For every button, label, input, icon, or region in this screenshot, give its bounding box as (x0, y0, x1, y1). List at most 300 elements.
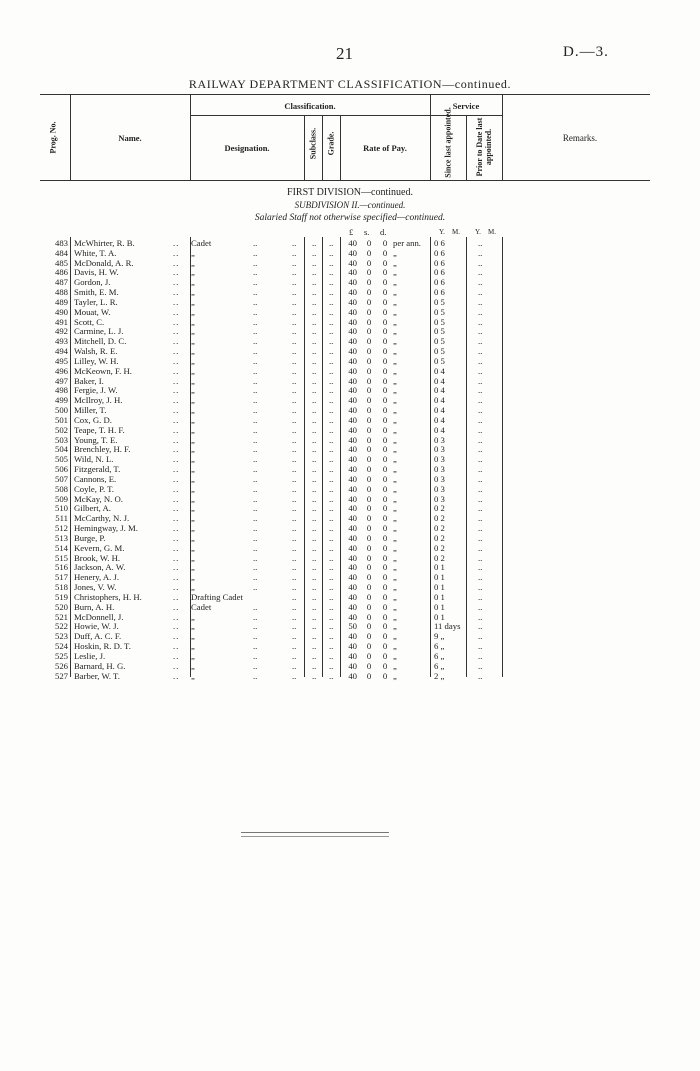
leader-dots: .. (292, 405, 297, 416)
prog-no-cell: 513 (54, 532, 68, 543)
leader-dots: .. (173, 542, 180, 553)
period-cell: „ (393, 296, 397, 307)
prog-no-cell: 484 (54, 247, 68, 258)
since-last-appointed-cell: 0 4 (434, 424, 445, 435)
leader-dots: .. (312, 464, 317, 475)
leader-dots: .. (329, 326, 334, 337)
designation-cell: Cadet (191, 601, 212, 612)
division-heading: FIRST DIVISION—continued. (287, 187, 413, 198)
period-cell: „ (393, 247, 397, 258)
shillings-cell: 0 (366, 434, 372, 445)
prior-service-cell: .. (478, 670, 483, 681)
leader-dots: .. (312, 493, 317, 504)
leader-dots: .. (253, 660, 258, 671)
prog-no-cell: 496 (54, 365, 68, 376)
leader-dots: .. (292, 572, 297, 583)
designation-cell: „ (191, 493, 195, 504)
designation-cell: „ (191, 375, 195, 386)
designation-cell: „ (191, 513, 195, 524)
name-cell: Burge, P. (74, 532, 106, 543)
leader-dots: .. (173, 621, 180, 632)
since-last-appointed-cell: 0 1 (434, 591, 445, 602)
name-cell: McKay, N. O. (74, 493, 123, 504)
prior-service-cell: .. (478, 542, 483, 553)
pounds-cell: 40 (348, 395, 357, 406)
shillings-cell: 0 (366, 326, 372, 337)
prog-no-cell: 494 (54, 346, 68, 357)
designation-cell: Drafting Cadet (191, 591, 243, 602)
leader-dots: .. (173, 473, 180, 484)
designation-cell: „ (191, 503, 195, 514)
grade-header: Grade. (326, 131, 336, 156)
pence-cell: 0 (382, 454, 388, 465)
col-divider (322, 115, 323, 180)
leader-dots: .. (253, 444, 258, 455)
leader-dots: .. (329, 523, 334, 534)
period-cell: „ (393, 414, 397, 425)
leader-dots: .. (329, 562, 334, 573)
leader-dots: .. (253, 601, 258, 612)
designation-cell: „ (191, 316, 195, 327)
period-cell: „ (393, 572, 397, 583)
pounds-cell: 40 (348, 316, 357, 327)
leader-dots: .. (329, 641, 334, 652)
leader-dots: .. (312, 434, 317, 445)
prog-no-cell: 501 (54, 414, 68, 425)
since-last-appointed-cell: 0 5 (434, 326, 445, 337)
shillings-cell: 0 (366, 562, 372, 573)
period-cell: „ (393, 405, 397, 416)
pence-cell: 0 (382, 611, 388, 622)
period-cell: „ (393, 306, 397, 317)
prog-no-cell: 485 (54, 257, 68, 268)
since-last-appointed-cell: 0 3 (434, 493, 445, 504)
pence-cell: 0 (382, 483, 388, 494)
name-cell: Davis, H. W. (74, 267, 119, 278)
leader-dots: .. (173, 257, 180, 268)
prior-service-cell: .. (478, 434, 483, 445)
leader-dots: .. (173, 670, 180, 681)
shillings-cell: 0 (366, 257, 372, 268)
leader-dots: .. (292, 424, 297, 435)
pounds-cell: 40 (348, 444, 357, 455)
name-cell: Cox, G. D. (74, 414, 112, 425)
leader-dots: .. (292, 611, 297, 622)
period-cell: „ (393, 277, 397, 288)
leader-dots: .. (173, 424, 180, 435)
leader-dots: .. (253, 532, 258, 543)
leader-dots: .. (329, 464, 334, 475)
leader-dots: .. (292, 365, 297, 376)
prog-no-cell: 515 (54, 552, 68, 563)
leader-dots: .. (312, 424, 317, 435)
pence-cell: 0 (382, 493, 388, 504)
leader-dots: .. (253, 473, 258, 484)
leader-dots: .. (253, 572, 258, 583)
designation-cell: „ (191, 532, 195, 543)
shillings-cell: 0 (366, 375, 372, 386)
period-cell: „ (393, 523, 397, 534)
prior-service-cell: .. (478, 287, 483, 298)
leader-dots: .. (292, 375, 297, 386)
leader-dots: .. (312, 247, 317, 258)
leader-dots: .. (173, 355, 180, 366)
leader-dots: .. (292, 247, 297, 258)
period-cell: „ (393, 424, 397, 435)
leader-dots: .. (329, 591, 334, 602)
pence-unit: d. (380, 227, 387, 237)
prior-service-cell: .. (478, 454, 483, 465)
shillings-cell: 0 (366, 346, 372, 357)
shillings-cell: 0 (366, 532, 372, 543)
prior-service-cell: .. (478, 532, 483, 543)
leader-dots: .. (329, 621, 334, 632)
leader-dots: .. (253, 582, 258, 593)
leader-dots: .. (329, 336, 334, 347)
shillings-cell: 0 (366, 660, 372, 671)
leader-dots: .. (173, 365, 180, 376)
prog-no-cell: 502 (54, 424, 68, 435)
pence-cell: 0 (382, 513, 388, 524)
name-cell: Burn, A. H. (74, 601, 115, 612)
name-cell: Gordon, J. (74, 277, 111, 288)
prior-service-cell: .. (478, 346, 483, 357)
pence-cell: 0 (382, 414, 388, 425)
designation-cell: „ (191, 641, 195, 652)
pounds-cell: 40 (348, 513, 357, 524)
leader-dots: .. (292, 414, 297, 425)
leader-dots: .. (292, 670, 297, 681)
leader-dots: .. (173, 611, 180, 622)
leader-dots: .. (292, 473, 297, 484)
rate-of-pay-header: Rate of Pay. (363, 143, 407, 153)
leader-dots: .. (292, 395, 297, 406)
end-rule (241, 832, 389, 837)
name-cell: McCarthy, N. J. (74, 513, 130, 524)
leader-dots: .. (329, 424, 334, 435)
leader-dots: .. (292, 287, 297, 298)
designation-cell: „ (191, 631, 195, 642)
prog-no-cell: 493 (54, 336, 68, 347)
since-last-appointed-cell: 0 3 (434, 483, 445, 494)
designation-cell: „ (191, 414, 195, 425)
leader-dots: .. (253, 385, 258, 396)
prog-no-cell: 492 (54, 326, 68, 337)
designation-cell: „ (191, 247, 195, 258)
pence-cell: 0 (382, 444, 388, 455)
since-last-appointed-cell: 0 3 (434, 444, 445, 455)
leader-dots: .. (173, 306, 180, 317)
period-cell: „ (393, 591, 397, 602)
leader-dots: .. (173, 641, 180, 652)
designation-cell: „ (191, 473, 195, 484)
leader-dots: .. (312, 336, 317, 347)
prior-service-cell: .. (478, 611, 483, 622)
period-cell: „ (393, 326, 397, 337)
pounds-cell: 40 (348, 326, 357, 337)
period-cell: „ (393, 611, 397, 622)
prog-no-cell: 524 (54, 641, 68, 652)
prior-service-cell: .. (478, 424, 483, 435)
period-cell: „ (393, 552, 397, 563)
leader-dots: .. (329, 582, 334, 593)
since-last-appointed-cell: 0 1 (434, 601, 445, 612)
leader-dots: .. (312, 405, 317, 416)
period-cell: „ (393, 355, 397, 366)
leader-dots: .. (312, 670, 317, 681)
leader-dots: .. (253, 365, 258, 376)
leader-dots: .. (253, 434, 258, 445)
leader-dots: .. (253, 355, 258, 366)
leader-dots: .. (292, 542, 297, 553)
pounds-cell: 40 (348, 355, 357, 366)
prog-no-cell: 527 (54, 670, 68, 681)
prog-no-cell: 521 (54, 611, 68, 622)
leader-dots: .. (312, 532, 317, 543)
leader-dots: .. (329, 267, 334, 278)
pounds-cell: 40 (348, 296, 357, 307)
since-last-appointed-cell: 0 5 (434, 346, 445, 357)
leader-dots: .. (292, 385, 297, 396)
since-last-appointed-cell: 0 4 (434, 405, 445, 416)
leader-dots: .. (312, 444, 317, 455)
since-last-appointed-cell: 9 „ (434, 631, 445, 642)
leader-dots: .. (329, 483, 334, 494)
since-last-appointed-cell: 0 2 (434, 523, 445, 534)
since-last-appointed-cell: 0 2 (434, 542, 445, 553)
shillings-cell: 0 (366, 414, 372, 425)
name-cell: Leslie, J. (74, 650, 106, 661)
period-cell: „ (393, 503, 397, 514)
period-cell: „ (393, 483, 397, 494)
prog-no-cell: 522 (54, 621, 68, 632)
prior-service-cell: .. (478, 621, 483, 632)
name-cell: White, T. A. (74, 247, 117, 258)
leader-dots: .. (292, 238, 297, 248)
name-cell: McDonnell, J. (74, 611, 124, 622)
pounds-cell: 40 (348, 523, 357, 534)
leader-dots: .. (292, 641, 297, 652)
pence-cell: 0 (382, 650, 388, 661)
leader-dots: .. (312, 552, 317, 563)
shillings-cell: 0 (366, 238, 372, 248)
leader-dots: .. (329, 572, 334, 583)
pence-cell: 0 (382, 523, 388, 534)
shillings-cell: 0 (366, 395, 372, 406)
pence-cell: 0 (382, 631, 388, 642)
leader-dots: .. (329, 405, 334, 416)
period-cell: „ (393, 336, 397, 347)
name-cell: Hemingway, J. M. (74, 523, 138, 534)
prog-no-cell: 499 (54, 395, 68, 406)
leader-dots: .. (292, 296, 297, 307)
shillings-cell: 0 (366, 405, 372, 416)
shillings-cell: 0 (366, 316, 372, 327)
since-last-appointed-cell: 0 3 (434, 454, 445, 465)
leader-dots: .. (253, 523, 258, 534)
leader-dots: .. (312, 296, 317, 307)
since-last-appointed-cell: 0 5 (434, 355, 445, 366)
period-cell: „ (393, 670, 397, 681)
designation-cell: „ (191, 434, 195, 445)
leader-dots: .. (173, 326, 180, 337)
pounds-cell: 40 (348, 552, 357, 563)
pounds-cell: 40 (348, 414, 357, 425)
designation-cell: „ (191, 552, 195, 563)
table-row (0, 308, 700, 318)
since-last-appointed-cell: 0 6 (434, 238, 445, 248)
pence-cell: 0 (382, 346, 388, 357)
leader-dots: .. (253, 542, 258, 553)
designation-cell: „ (191, 385, 195, 396)
shillings-cell: 0 (366, 493, 372, 504)
prog-no-cell: 520 (54, 601, 68, 612)
period-cell: „ (393, 464, 397, 475)
pounds-cell: 40 (348, 267, 357, 278)
col-divider (466, 115, 467, 180)
shillings-cell: 0 (366, 464, 372, 475)
leader-dots: .. (253, 483, 258, 494)
pounds-cell: 40 (348, 670, 357, 681)
shillings-cell: 0 (366, 670, 372, 681)
leader-dots: .. (329, 257, 334, 268)
leader-dots: .. (173, 650, 180, 661)
leader-dots: .. (292, 336, 297, 347)
since-last-appointed-cell: 0 1 (434, 611, 445, 622)
name-cell: Lilley, W. H. (74, 355, 119, 366)
prior-service-cell: .. (478, 650, 483, 661)
prog-no-cell: 490 (54, 306, 68, 317)
name-cell: McKeown, F. H. (74, 365, 132, 376)
pounds-cell: 40 (348, 277, 357, 288)
leader-dots: .. (312, 267, 317, 278)
pounds-cell: 40 (348, 473, 357, 484)
pounds-cell: 40 (348, 464, 357, 475)
leader-dots: .. (329, 631, 334, 642)
leader-dots: .. (312, 365, 317, 376)
leader-dots: .. (329, 454, 334, 465)
pence-cell: 0 (382, 247, 388, 258)
leader-dots: .. (329, 532, 334, 543)
leader-dots: .. (312, 660, 317, 671)
period-cell: „ (393, 621, 397, 632)
shillings-cell: 0 (366, 277, 372, 288)
name-cell: Baker, I. (74, 375, 104, 386)
shillings-cell: 0 (366, 513, 372, 524)
leader-dots: .. (173, 513, 180, 524)
leader-dots: .. (253, 650, 258, 661)
pounds-cell: 40 (348, 591, 357, 602)
leader-dots: .. (329, 650, 334, 661)
pounds-cell: 40 (348, 238, 357, 248)
pence-cell: 0 (382, 365, 388, 376)
leader-dots: .. (253, 621, 258, 632)
leader-dots: .. (173, 238, 180, 248)
prog-no-cell: 525 (54, 650, 68, 661)
period-cell: „ (393, 660, 397, 671)
leader-dots: .. (312, 631, 317, 642)
leader-dots: .. (292, 601, 297, 612)
designation-cell: „ (191, 424, 195, 435)
pence-cell: 0 (382, 287, 388, 298)
leader-dots: .. (253, 395, 258, 406)
prior-service-cell: .. (478, 277, 483, 288)
leader-dots: .. (329, 346, 334, 357)
shillings-cell: 0 (366, 621, 372, 632)
since-last-appointed-cell: 0 6 (434, 277, 445, 288)
since-last-appointed-cell: 0 5 (434, 316, 445, 327)
pence-cell: 0 (382, 238, 388, 248)
leader-dots: .. (312, 306, 317, 317)
prior-service-cell: .. (478, 355, 483, 366)
pounds-cell: 40 (348, 641, 357, 652)
pence-cell: 0 (382, 267, 388, 278)
name-cell: Wild, N. L. (74, 454, 114, 465)
shillings-cell: 0 (366, 454, 372, 465)
leader-dots: .. (312, 582, 317, 593)
shillings-cell: 0 (366, 365, 372, 376)
period-cell: „ (393, 493, 397, 504)
pounds-cell: 40 (348, 493, 357, 504)
shillings-cell: 0 (366, 336, 372, 347)
name-cell: Cannons, E. (74, 473, 117, 484)
shillings-cell: 0 (366, 296, 372, 307)
leader-dots: .. (253, 562, 258, 573)
prior-service-cell: .. (478, 247, 483, 258)
prior-service-cell: .. (478, 631, 483, 642)
leader-dots: .. (329, 444, 334, 455)
leader-dots: .. (173, 601, 180, 612)
name-cell: McDonald, A. R. (74, 257, 134, 268)
prior-service-cell: .. (478, 238, 483, 248)
name-cell: Howie, W. J. (74, 621, 119, 632)
table-row (0, 249, 700, 259)
pence-cell: 0 (382, 405, 388, 416)
leader-dots: .. (329, 434, 334, 445)
period-cell: „ (393, 601, 397, 612)
leader-dots: .. (173, 552, 180, 563)
leader-dots: .. (292, 346, 297, 357)
prog-no-cell: 489 (54, 296, 68, 307)
pounds-cell: 40 (348, 601, 357, 612)
leader-dots: .. (173, 434, 180, 445)
prog-no-cell: 518 (54, 582, 68, 593)
shillings-cell: 0 (366, 611, 372, 622)
since-last-appointed-cell: 0 6 (434, 267, 445, 278)
since-last-appointed-cell: 0 2 (434, 532, 445, 543)
shillings-cell: 0 (366, 641, 372, 652)
prior-service-cell: .. (478, 414, 483, 425)
prior-service-cell: .. (478, 493, 483, 504)
period-cell: „ (393, 375, 397, 386)
name-cell: Jackson, A. W. (74, 562, 126, 573)
leader-dots: .. (292, 552, 297, 563)
prog-no-cell: 510 (54, 503, 68, 514)
prior-service-cell: .. (478, 483, 483, 494)
prior-service-cell: .. (478, 306, 483, 317)
leader-dots: .. (312, 395, 317, 406)
leader-dots: .. (312, 257, 317, 268)
staff-heading: Salaried Staff not otherwise specified—continued. (254, 213, 446, 223)
period-cell: „ (393, 365, 397, 376)
pence-cell: 0 (382, 336, 388, 347)
name-cell: Christophers, H. H. (74, 591, 142, 602)
leader-dots: .. (329, 395, 334, 406)
prior-service-cell: .. (478, 601, 483, 612)
pounds-cell: 40 (348, 562, 357, 573)
leader-dots: .. (329, 542, 334, 553)
leader-dots: .. (292, 513, 297, 524)
